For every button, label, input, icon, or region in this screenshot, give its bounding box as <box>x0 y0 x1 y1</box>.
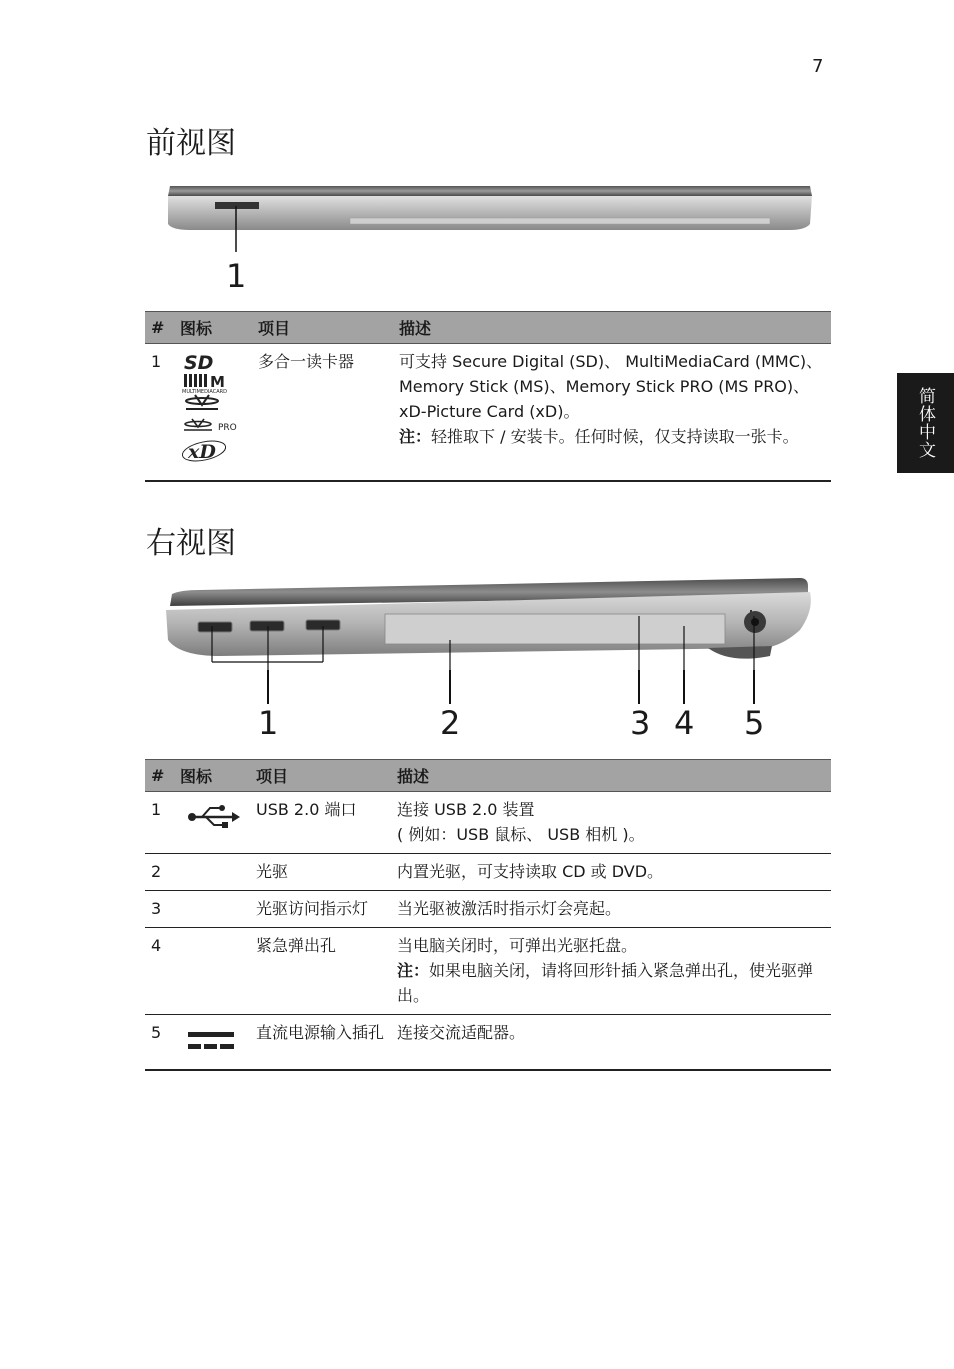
row-item: USB 2.0 端口 <box>250 792 391 854</box>
description-text: 可支持 Secure Digital (SD)、 MultiMediaCard (MMC)、Memory Stick (MS)、Memory Stick PRO (MS PRO)、 xD-Picture Card (xD)。 <box>399 352 823 421</box>
laptop-right-side-image <box>160 570 820 670</box>
note-body: 如果电脑关闭，请将回形针插入紧急弹出孔，使光驱弹出。 <box>397 961 814 1005</box>
row-num: 2 <box>145 854 174 891</box>
svg-text:SD: SD <box>184 352 214 374</box>
callout-line-5 <box>753 670 755 704</box>
row-description <box>391 792 831 854</box>
description-text: 连接 USB 2.0 装置 <box>397 800 535 819</box>
header-item: 项目 <box>252 312 393 344</box>
table-row <box>145 928 831 1015</box>
svg-text:MULTIMEDIACARD: MULTIMEDIACARD <box>182 389 227 395</box>
table-row <box>145 891 831 928</box>
header-icon: 图标 <box>174 760 250 792</box>
front-view-title: 前视图 <box>146 126 236 161</box>
table-row <box>145 344 831 482</box>
memory-stick-pro-logo <box>184 419 237 433</box>
row-icon <box>174 1015 250 1071</box>
language-tab <box>897 373 954 473</box>
note-label: 注： <box>399 427 432 446</box>
page-number: 7 <box>812 56 824 77</box>
right-callout-4: 4 <box>674 704 695 742</box>
row-item: 光驱访问指示灯 <box>250 891 391 928</box>
note-text <box>399 424 825 449</box>
right-callout-3: 3 <box>630 704 651 742</box>
right-view-title: 右视图 <box>146 526 236 561</box>
note-label: 注： <box>397 961 430 980</box>
header-icon: 图标 <box>174 312 252 344</box>
row-description: 内置光驱，可支持读取 CD 或 DVD。 <box>391 854 831 891</box>
svg-text:xD: xD <box>188 441 216 463</box>
row-item: 直流电源输入插孔 <box>250 1015 391 1071</box>
table-row <box>145 854 831 891</box>
row-icon <box>174 928 250 1015</box>
table-header-row <box>145 312 831 344</box>
row-num: 1 <box>145 344 174 482</box>
row-icon <box>174 854 250 891</box>
row-num: 3 <box>145 891 174 928</box>
row-num: 4 <box>145 928 174 1015</box>
row-description <box>393 344 831 482</box>
row-description: 连接交流适配器。 <box>391 1015 831 1071</box>
usb-icon <box>186 803 242 833</box>
row-icons <box>174 344 252 482</box>
svg-text:PRO: PRO <box>218 423 237 433</box>
dc-power-icon <box>186 1026 242 1056</box>
header-num: # <box>145 312 174 344</box>
note-text <box>397 958 825 1008</box>
right-spec-table <box>145 759 831 1071</box>
front-spec-table <box>145 311 831 482</box>
row-item: 多合一读卡器 <box>252 344 393 482</box>
row-description: 当光驱被激活时指示灯会亮起。 <box>391 891 831 928</box>
memory-stick-logo <box>186 395 218 409</box>
sd-card-logo <box>184 352 213 374</box>
row-icon <box>174 792 250 854</box>
language-tab-label: 简体中文 <box>915 387 935 459</box>
description-text: 当电脑关闭时，可弹出光驱托盘。 <box>397 936 638 955</box>
callout-line-4 <box>683 670 685 704</box>
row-description <box>391 928 831 1015</box>
header-description: 描述 <box>393 312 831 344</box>
row-num: 5 <box>145 1015 174 1071</box>
right-callout-5: 5 <box>744 704 765 742</box>
multimediacard-logo <box>182 373 227 395</box>
table-row <box>145 1015 831 1071</box>
header-num: # <box>145 760 174 792</box>
svg-text:M: M <box>210 373 225 391</box>
row-item: 紧急弹出孔 <box>250 928 391 1015</box>
header-item: 项目 <box>250 760 391 792</box>
description-example: ( 例如：USB 鼠标、 USB 相机 )。 <box>397 825 645 844</box>
row-item: 光驱 <box>250 854 391 891</box>
callout-line-1 <box>267 670 269 704</box>
row-icon <box>174 891 250 928</box>
front-callout-1: 1 <box>226 257 247 295</box>
right-callout-2: 2 <box>440 704 461 742</box>
callout-line-3 <box>638 670 640 704</box>
laptop-front-image <box>160 180 820 260</box>
right-callout-1: 1 <box>258 704 279 742</box>
table-header-row <box>145 760 831 792</box>
callout-line-2 <box>449 670 451 704</box>
table-row <box>145 792 831 854</box>
row-num: 1 <box>145 792 174 854</box>
card-logos-icon <box>180 349 246 467</box>
note-body: 轻推取下 / 安装卡。任何时候，仅支持读取一张卡。 <box>431 427 799 446</box>
header-description: 描述 <box>391 760 831 792</box>
xd-picture-card-logo <box>181 438 228 465</box>
